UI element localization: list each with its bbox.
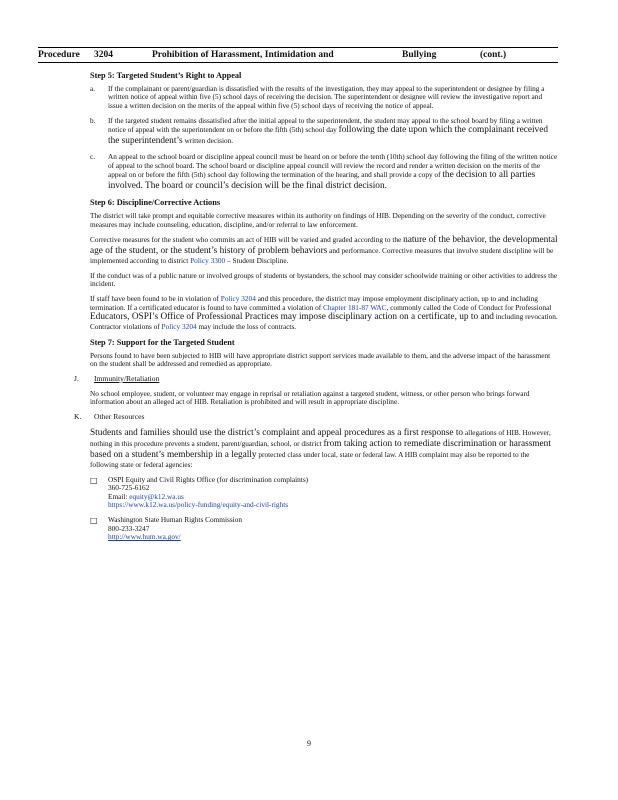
k-large-1: Students and families should use the district’s complaint and appeal procedures as a first response to	[90, 428, 464, 438]
item-text-large: the decision to all parties involved. The board or council’s decision will be the final district decision.	[108, 170, 536, 192]
item-text	[108, 117, 558, 148]
resource-name: Washington State Human Rights Commission	[108, 514, 243, 524]
document-page	[38, 47, 558, 548]
step7-heading: Step 7: Support for the Targeted Student	[90, 337, 235, 347]
checkbox-icon: □	[90, 515, 98, 525]
procedure-header	[38, 47, 558, 63]
step6-paragraph-3: If the conduct was of a public nature or involved groups of students or bystanders, the school may consider schoolwide training or other activities to address the incident.	[90, 270, 558, 289]
item-text-start: If the targeted student remains dissatisfied after the initial appeal to the superintendent, the student may appeal to the school board by filing a written notice of appeal with the superintendent on or before the fifth (5th) school day	[108, 115, 543, 135]
checkbox-icon: □	[90, 475, 98, 485]
step5-heading: Step 5: Targeted Student’s Right to Appeal	[90, 71, 242, 80]
step5-item-a	[90, 85, 558, 111]
resource-url[interactable]: http://www.hum.wa.gov/	[108, 532, 181, 542]
section-j	[74, 375, 558, 384]
resource-name: OSPI Equity and Civil Rights Office (for discrimination complaints)	[108, 474, 309, 484]
step6-paragraph-4	[90, 295, 558, 332]
step6-paragraph-1: The district will take prompt and equitable corrective measures within its authority on findings of HIB. Depending on the severity of the conduct, corrective measures may include counseling, education, discipline, and/or referral to law enforcement.	[90, 211, 546, 229]
p4-d: including revocation. Contractor violations of	[90, 312, 558, 332]
p2-large: nature of the behavior, the developmental age of the student, or the student’s history of problem behaviors	[90, 235, 558, 257]
p2-end: and performance. Corrective measures that involve student discipline will be implemented according to district	[90, 246, 554, 266]
item-label: b.	[90, 115, 96, 125]
p4-large: Educators, OSPI’s Office of Professional Practices may impose disciplinary action on a certificate, up to and	[90, 312, 494, 323]
page-number: 9	[307, 739, 311, 748]
header-procedure-title: Prohibition of Harassment, Intimidation and	[152, 50, 334, 60]
email-link[interactable]: equity@k12.wa.us	[129, 491, 184, 501]
item-text-large: following the date upon which the complainant received the superintendent’s	[108, 125, 548, 147]
step6-paragraph-2	[90, 235, 558, 266]
k-text-1: allegations of HIB. However, nothing in this procedure prevents a student, parent/guardian, school, or district	[90, 428, 551, 448]
step5-item-c	[90, 153, 558, 192]
policy-3204-link[interactable]: Policy 3204	[220, 294, 256, 304]
item-text: If the complainant or parent/guardian is dissatisfied with the results of the investigation, they may appeal to the superintendent or designee by filing a written notice of appeal within five (5) school days of receiving the decision. The superintendent or designee will review the investigative report and issue a written decision on the merits of the appeal within five (5) school days of receiving the notice of appeal.	[108, 83, 545, 110]
item-text	[108, 153, 558, 192]
policy-3300-link[interactable]: Policy 3300	[190, 256, 226, 266]
p4-a: If staff have been found to be in violation of	[90, 294, 219, 304]
resource-list	[90, 476, 558, 542]
email-label: Email:	[108, 491, 128, 501]
policy-3204-link-2[interactable]: Policy 3204	[161, 322, 197, 332]
p4-b: and this procedure, the district may impose employment disciplinary action, up to and including termination. If a certificated educator is found to have committed a violation of	[90, 294, 538, 312]
p4-e: may include the loss of contracts.	[198, 322, 297, 332]
item-text-end: written decision.	[184, 136, 234, 146]
p4-c: , commonly called the Code of Conduct for Professional	[386, 302, 552, 312]
section-k-title: Other Resources	[94, 412, 145, 422]
section-j-text: No school employee, student, or volunteer may engage in reprisal or retaliation against a targeted student, witness, or other person who brings forward information about an alleged act of HIB. Retaliation is prohibited and will result in appropriate discipline.	[90, 388, 530, 407]
resource-item	[90, 516, 558, 542]
section-k-label: K.	[74, 412, 82, 422]
section-k-text	[90, 428, 558, 470]
header-bullying: Bullying	[402, 50, 437, 60]
k-large-2: from taking action to remediate discrimination or harassment based on a student’s membership in a legally	[90, 438, 551, 460]
p2-start: Corrective measures for the student who commits an act of HIB will be varied and graded according to the	[90, 235, 402, 245]
resource-item	[90, 476, 558, 510]
header-procedure-number: 3204	[94, 50, 113, 60]
k-text-2: protected class under local, state or federal law. A HIB complaint may also be reported to the following state or federal agencies:	[90, 449, 530, 469]
item-label: a.	[90, 83, 96, 93]
resource-url[interactable]: https://www.k12.wa.us/policy-funding/equity-and-civil-rights	[108, 500, 289, 510]
section-k	[74, 413, 558, 422]
resource-phone: 360-725-6162	[108, 483, 150, 493]
section-j-label: J.	[74, 373, 79, 383]
item-text-start: An appeal to the school board or discipline appeal council must be heard on or before the tenth (10th) school day following the filing of the written notice of appeal to the school board. The school board or discipline appeal council will review the record and render a written decision on the merits of the appeal on or before the fifth (5th) school day following the termination of the hearing, and shall provide a copy of	[108, 152, 558, 180]
header-procedure-label: Procedure	[38, 50, 80, 60]
chapter-181-87-wac-link[interactable]: Chapter 181-87 WAC	[323, 302, 387, 312]
step6-heading: Step 6: Discipline/Corrective Actions	[90, 198, 221, 208]
section-j-title: Immunity/Retaliation	[94, 373, 160, 383]
header-cont: (cont.)	[480, 50, 507, 60]
document-body	[74, 71, 558, 542]
item-label: c.	[90, 152, 96, 162]
step5-item-b	[90, 117, 558, 148]
resource-phone: 800-233-3247	[108, 523, 150, 533]
p2-tail: – Student Discipline.	[227, 256, 289, 266]
step7-paragraph: Persons found to have been subjected to HIB will have appropriate district support services made available to them, and the adverse impact of the harassment on the student shall be addressed and remedied as appropriate.	[90, 350, 551, 369]
